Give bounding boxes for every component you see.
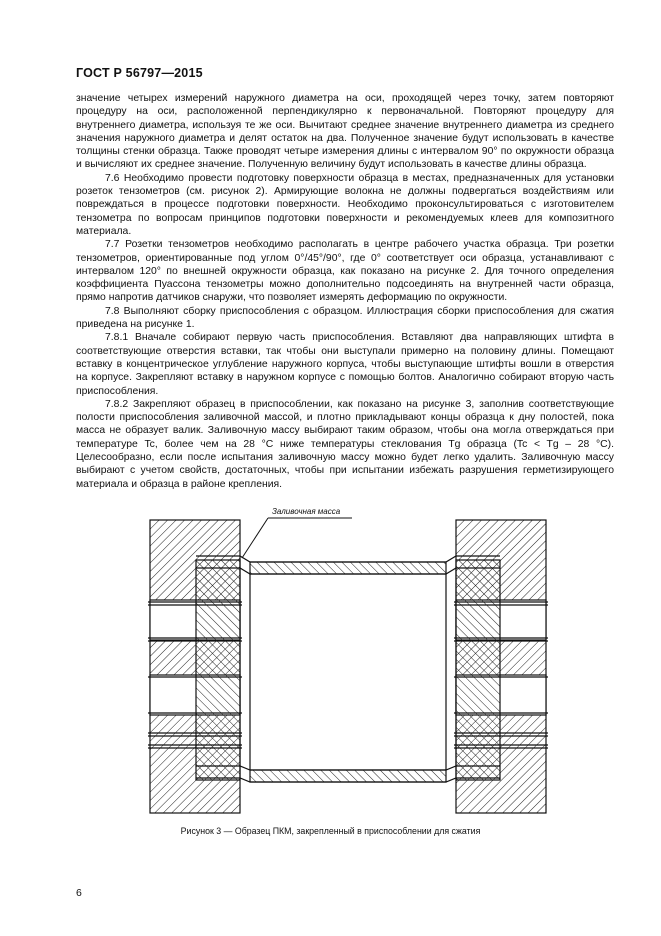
paragraph-7-6: 7.6 Необходимо провести подготовку поверхности образца в местах, предназначенных для установки розеток тензометров (см. рисунок 2). Армирующие волокна не должны подвергаться воздействиям или повреждаться в процессе подготовки поверхности. Необходимо проконсультироваться с изготовителем тензометра по вопросам принципов подготовки поверхности и рекомендуемых клеев для композитного материала. — [76, 172, 614, 237]
paragraph-7-8: 7.8 Выполняют сборку приспособления с образцом. Иллюстрация сборки приспособления для сжатия приведена на рисунке 1. — [76, 305, 614, 331]
right-housing — [454, 520, 548, 813]
paragraph-7-8-2: 7.8.2 Закрепляют образец в приспособлении, как показано на рисунке 3, заполнив соответствующие полости приспособления заливочной массой, и плотно прикладывают концы образца к дну полостей, пока масса не образует валик. Заливочную массу выбирают таким образом, чтобы она могла отверждаться при температуре Tc, более чем на 28 °С ниже температуры стеклования Tg образца (Tc < Tg – 28 °С). Целесообразно, если после испытания заливочную массу можно будет легко удалить. Заливочную массу выбирают с учетом свойств, достаточных, чтобы при испытании избежать разрушения герметизирующего материала и образца в районе крепления. — [76, 398, 614, 490]
left-housing — [148, 520, 242, 813]
page-number: 6 — [76, 887, 82, 899]
figure-caption: Рисунок 3 — Образец ПКМ, закрепленный в приспособлении для сжатия — [180, 826, 481, 836]
label-leader-arrow — [242, 518, 268, 558]
document-header: ГОСТ Р 56797—2015 — [76, 66, 203, 80]
paragraph: значение четырех измерений наружного диаметра на оси, проходящей через точку, затем повторяют процедуру на оси, расположенной перпендикулярно к первоначальной. Повторяют процедуру для внутреннего диаметра, используя те же оси. Вычитают среднее значение внутреннего диаметра из среднего значения наружного диаметра и делят остаток на два. Полученное значение будут использовать в качестве толщины стенки образца. Также проводят четыре измерения длины с интервалом 90° по окружности образца и вычисляют их среднее значение. Полученную величину будут использовать в качестве длины образца. — [76, 93, 614, 171]
potting-compound-label: Заливочная масса — [272, 507, 341, 516]
paragraph-7-8-1: 7.8.1 Вначале собирают первую часть приспособления. Вставляют два направляющих штифта в соответствующие отверстия вставки, так чтобы они выступали примерно на половину длины. Помещают вставку в концентрическое углубление наружного корпуса, чтобы выступающие штифты вошли в отверстия на корпусе. Закрепляют вставку в наружном корпусе с помощью болтов. Аналогично собирают вторую часть приспособления. — [76, 332, 614, 397]
paragraph-7-7: 7.7 Розетки тензометров необходимо располагать в центре рабочего участка образца. Три розетки тензометров, ориентированные под углом 0°/45°/90°, где 0° соответствует оси образца, устанавливают с интервалом 120° по внешней окружности образца, как показано на рисунке 2. Для точного определения коэффициента Пуассона тензометры можно дополнительно подсоединять на внутренней части образца, прямо напротив датчиков снаружи, что позволяет измерять деформацию по окружности. — [76, 239, 614, 304]
